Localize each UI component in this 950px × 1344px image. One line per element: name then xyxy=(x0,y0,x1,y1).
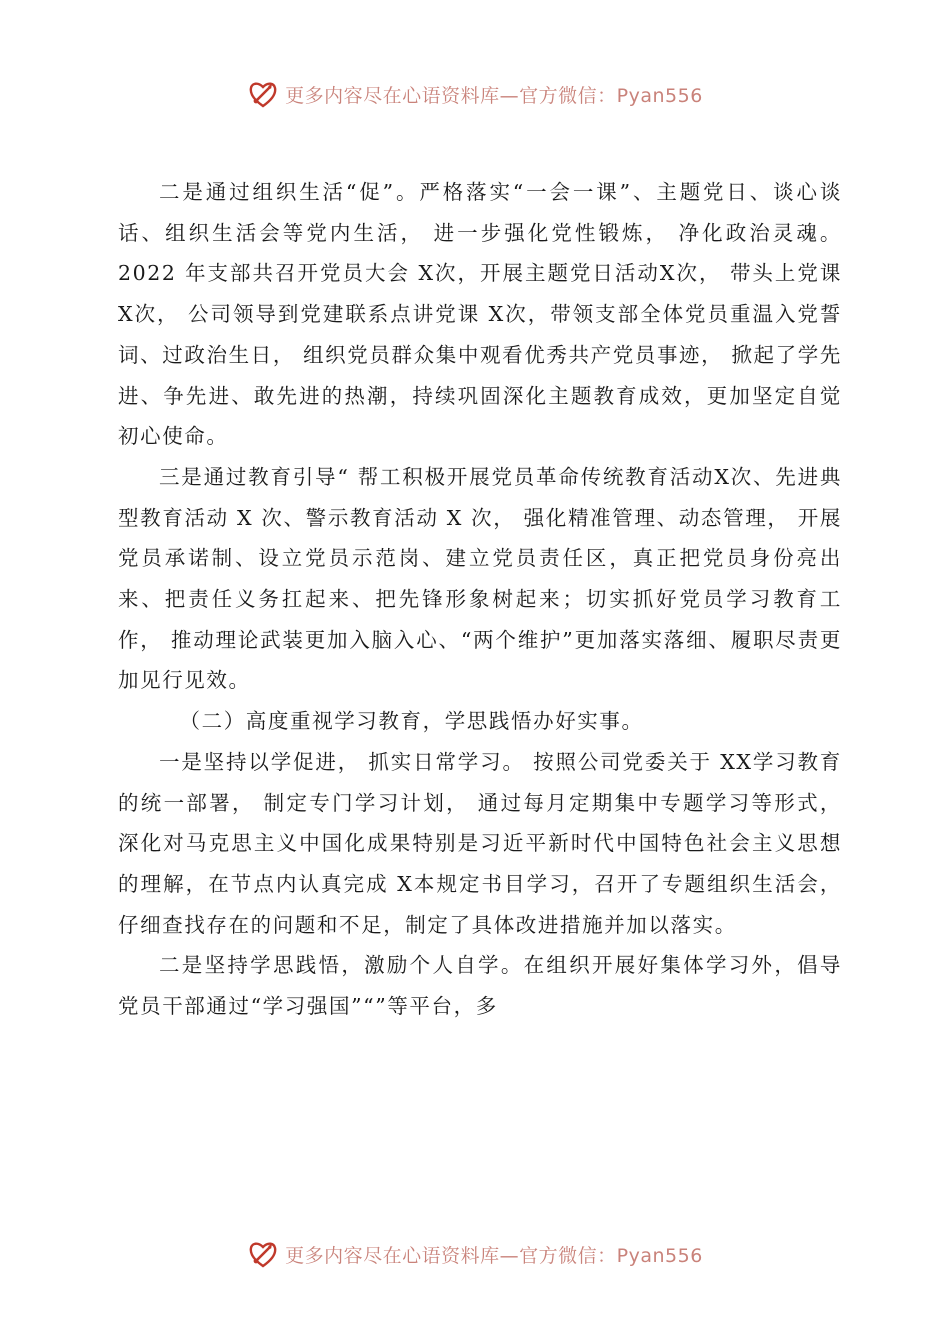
section-heading-study-education: （二）高度重视学习教育，学思践悟办好实事。 xyxy=(179,709,644,734)
paragraph-self-study: 二是坚持学思践悟，激励个人自学。在组织开展好集体学习外，倡导党员干部通过“学习强国”“”等平台，多 xyxy=(118,953,842,1019)
watermark-text: 更多内容尽在心语资料库—官方微信：Pyan556 xyxy=(285,84,703,107)
watermark-group xyxy=(247,78,703,110)
watermark-group xyxy=(247,1238,703,1270)
paragraph-organization-life: 二是通过组织生活“促”。严格落实“一会一课”、主题党日、谈心谈话、组织生活会等党内生活， 进一步强化党性锻炼， 净化政治灵魂。2022 年支部共召开党员大会 X次，开展主题党日活动X次， 带头上党课 X次， 公司领导到党建联系点讲党课 X次，带领支部全体党员重温入党誓词、过政治生日， 组织党员群众集中观看优秀共产党员事迹， 掀起了学先进、争先进、敢先进的热潮，持续巩固深化主题教育成效，更加坚定自觉初心使命。 xyxy=(118,180,842,449)
brush-heart-logo-icon xyxy=(247,78,279,110)
paragraph-education-guidance: 三是通过教育引导“ 帮工积极开展党员革命传统教育活动X次、先进典型教育活动 X 次、警示教育活动 X 次， 强化精准管理、动态管理， 开展党员承诺制、设立党员示范岗、建立党员责任区，真正把党员身份亮出来、把责任义务扛起来、把先锋形象树起来；切实抓好党员学习教育工作， 推动理论武装更加入脑入心、“两个维护”更加落实落细、履职尽责更加见行见效。 xyxy=(118,464,842,693)
watermark-text: 更多内容尽在心语资料库—官方微信：Pyan556 xyxy=(285,1244,703,1267)
bottom-watermark-banner xyxy=(0,1234,950,1274)
brush-heart-logo-icon xyxy=(247,1238,279,1270)
paragraph-daily-study: 一是坚持以学促进， 抓实日常学习。 按照公司党委关于 XX学习教育的统一部署， 制定专门学习计划， 通过每月定期集中专题学习等形式， 深化对马克思主义中国化成果特别是习近平新时代中国特色社会主义思想的理解，在节点内认真完成 X本规定书目学习，召开了专题组织生活会，仔细查找存在的问题和不足，制定了具体改进措施并加以落实。 xyxy=(118,749,842,937)
document-body xyxy=(118,172,842,1027)
top-watermark-banner xyxy=(0,74,950,114)
